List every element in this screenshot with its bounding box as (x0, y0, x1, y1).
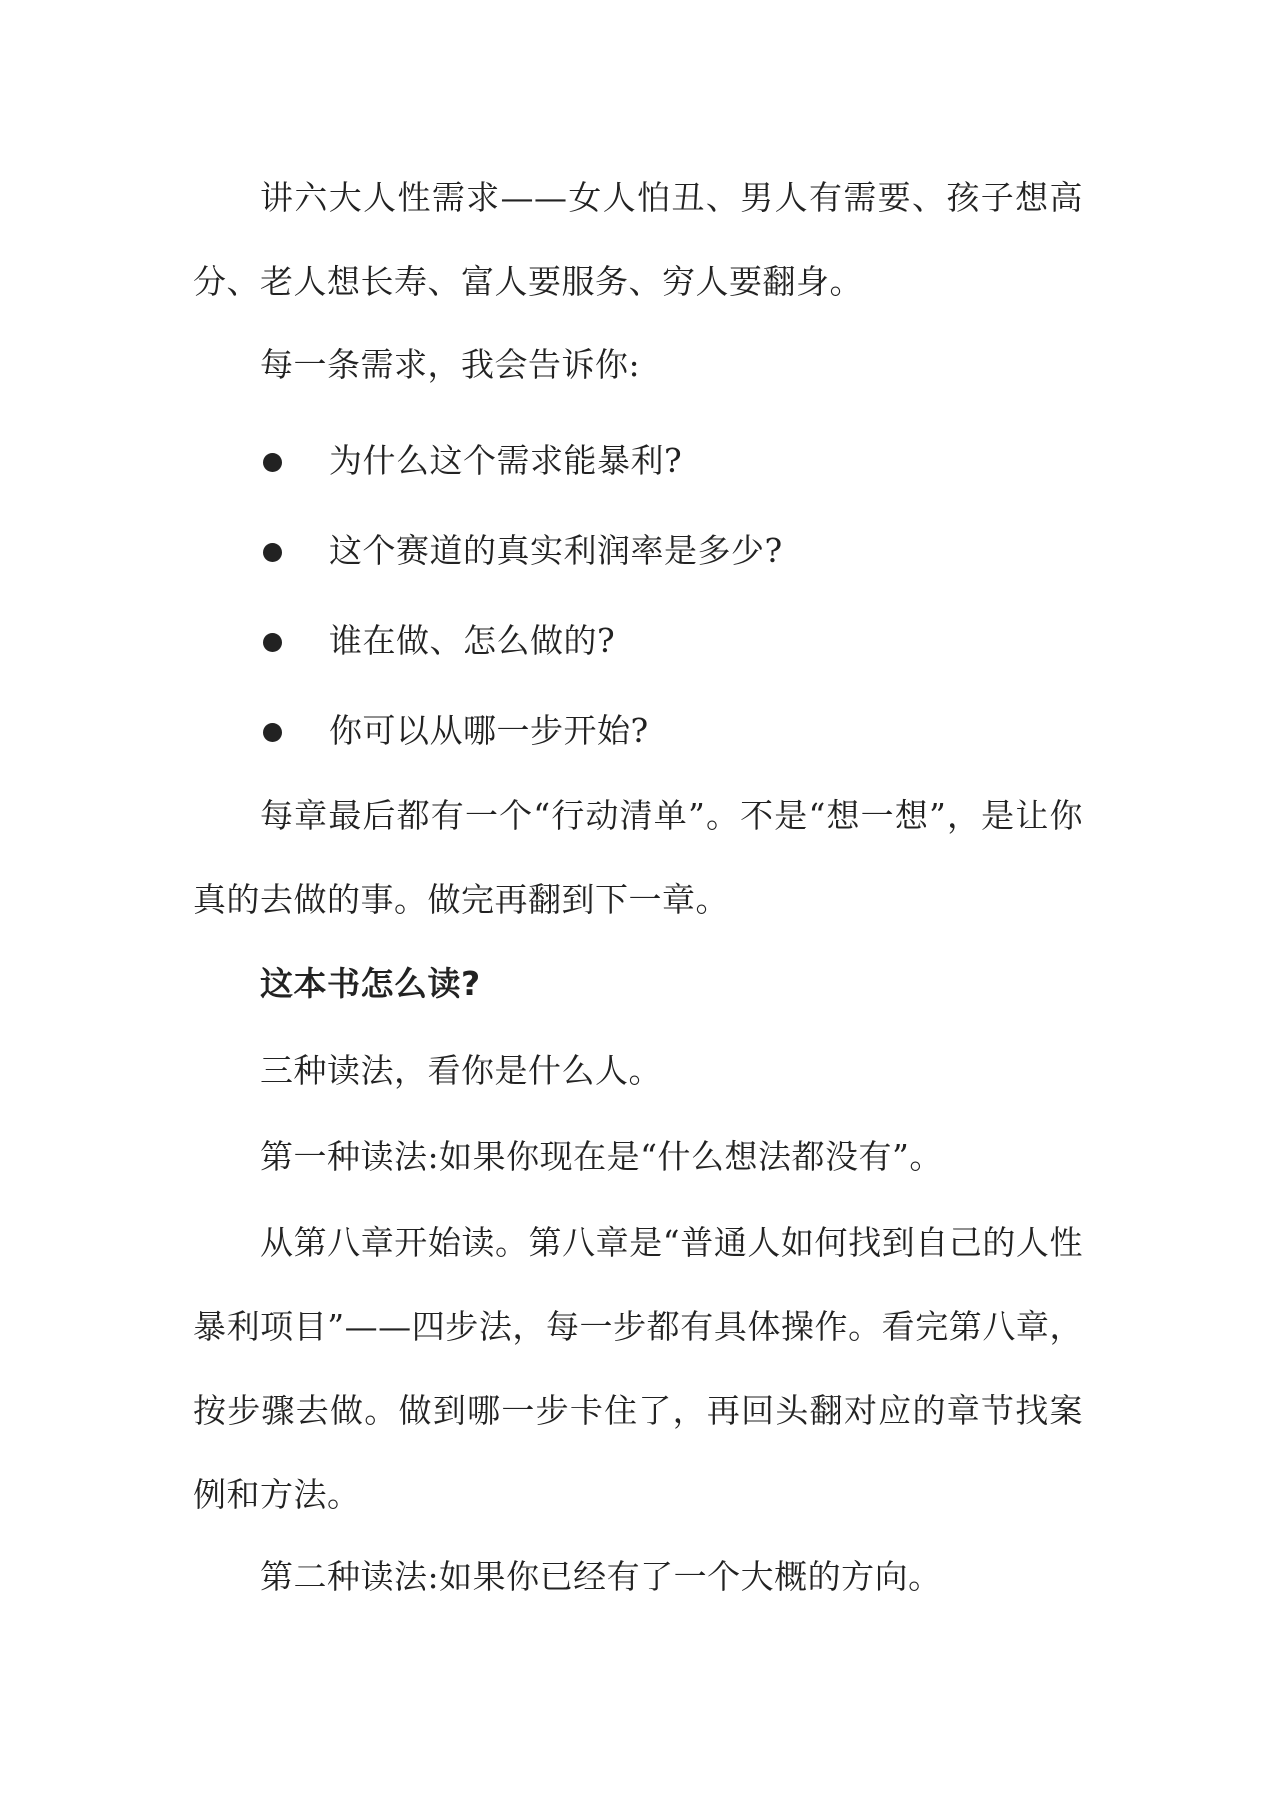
list-item (193, 686, 1083, 776)
bullet-dot-icon (263, 723, 282, 742)
list-item (193, 506, 1083, 596)
paragraph-intro-list: 每一条需求，我会告诉你: (260, 345, 641, 384)
bullet-dot-icon (263, 543, 282, 562)
bullet-dot-icon (263, 453, 282, 472)
paragraph-needs: 讲六大人性需求——女人怕丑、男人有需要、孩子想高分、老人想长寿、富人要服务、穷人要翻身。 (193, 178, 1083, 301)
paragraph-action-list: 每章最后都有一个“行动清单”。不是“想一想”，是让你真的去做的事。做完再翻到下一章。 (193, 796, 1083, 919)
list-item-text: 为什么这个需求能暴利? (329, 441, 683, 480)
section-heading: 这本书怎么读? (260, 964, 481, 1003)
paragraph-chapter-eight: 从第八章开始读。第八章是“普通人如何找到自己的人性暴利项目”——四步法，每一步都有具体操作。看完第八章，按步骤去做。做到哪一步卡住了，再回头翻对应的章节找案例和方法。 (193, 1223, 1083, 1514)
paragraph-three-ways: 三种读法，看你是什么人。 (260, 1051, 662, 1090)
paragraph-first-way: 第一种读法:如果你现在是“什么想法都没有”。 (260, 1137, 943, 1176)
paragraph-second-way: 第二种读法:如果你已经有了一个大概的方向。 (260, 1557, 942, 1596)
bullet-list (193, 416, 1083, 776)
list-item-text: 这个赛道的真实利润率是多少? (329, 531, 783, 570)
list-item-text: 谁在做、怎么做的? (329, 621, 616, 660)
list-item (193, 596, 1083, 686)
list-item (193, 416, 1083, 506)
bullet-dot-icon (263, 633, 282, 652)
list-item-text: 你可以从哪一步开始? (329, 711, 649, 750)
